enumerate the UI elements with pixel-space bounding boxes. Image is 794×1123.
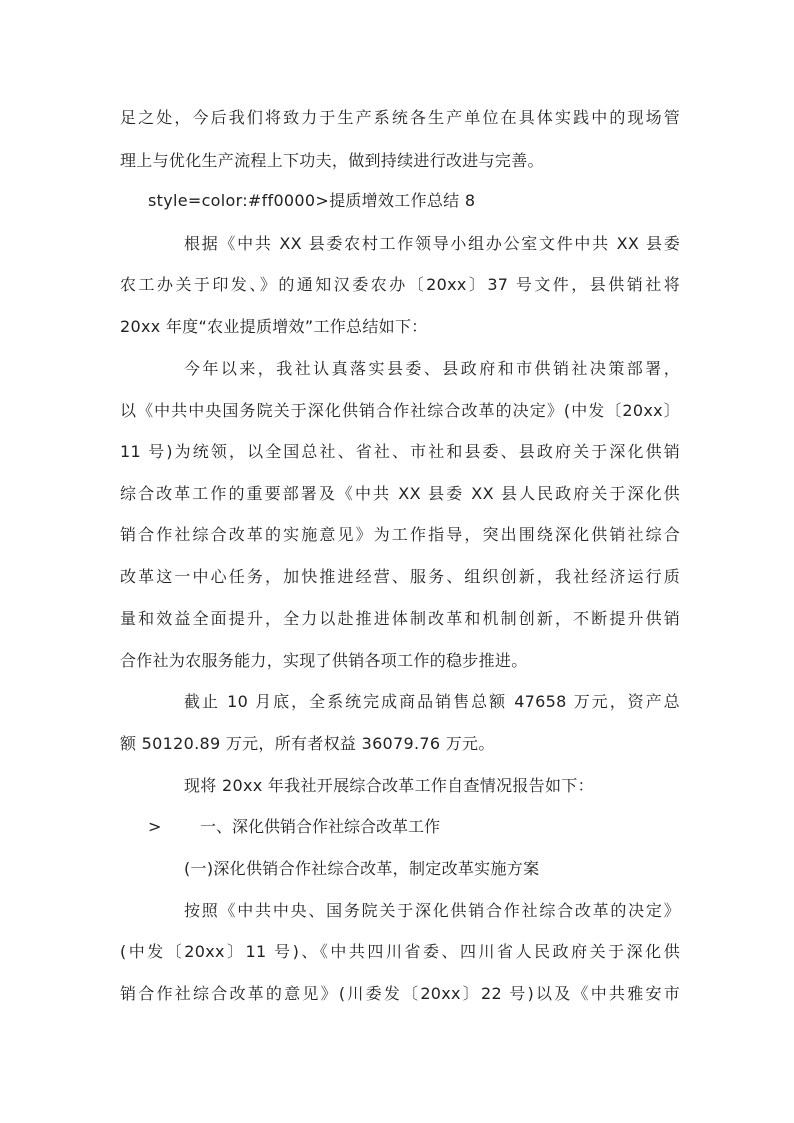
section-title: style=color:#ff0000>提质增效工作总结 8 — [148, 191, 476, 210]
body-line: (中发〔20xx〕11 号)、《中共四川省委、四川省人民政府关于深化供 — [120, 942, 680, 961]
body-line: 以《中共中央国务院关于深化供销合作社综合改革的决定》(中发〔20xx〕 — [120, 401, 680, 420]
body-line: 农工办关于印发、》的通知汉委农办〔20xx〕37 号文件，县供销社将 — [120, 275, 680, 294]
body-line: 额 50120.89 万元，所有者权益 36079.76 万元。 — [120, 734, 495, 753]
body-line: 现将 20xx 年我社开展综合改革工作自查情况报告如下： — [184, 776, 594, 795]
body-line: 截止 10 月底，全系统完成商品销售总额 47658 万元，资产总 — [184, 692, 680, 711]
body-line: 理上与优化生产流程上下功夫，做到持续进行改进与完善。 — [120, 151, 544, 170]
heading-level-2: (一)深化供销合作社综合改革，制定改革实施方案 — [184, 859, 540, 878]
body-line: 合作社为农服务能力，实现了供销各项工作的稳步推进。 — [120, 651, 528, 670]
body-line: 销合作社综合改革的实施意见》为工作指导，突出围绕深化供销社综合 — [120, 525, 680, 544]
body-line: 今年以来，我社认真落实县委、县政府和市供销社决策部署， — [184, 359, 680, 378]
list-marker: > — [148, 817, 162, 836]
body-line: 量和效益全面提升，全力以赴推进体制改革和机制创新，不断提升供销 — [120, 609, 680, 628]
body-line: 按照《中共中央、国务院关于深化供销合作社综合改革的决定》 — [184, 901, 680, 920]
body-line: 销合作社综合改革的意见》(川委发〔20xx〕22 号)以及《中共雅安市 — [120, 984, 680, 1003]
heading-level-1: 一、深化供销合作社综合改革工作 — [200, 817, 441, 836]
body-line: 改革这一中心任务，加快推进经营、服务、组织创新，我社经济运行质 — [120, 567, 680, 586]
body-line: 11 号)为统领，以全国总社、省社、市社和县委、县政府关于深化供销 — [120, 442, 680, 461]
body-line: 综合改革工作的重要部署及《中共 XX 县委 XX 县人民政府关于深化供 — [120, 484, 680, 503]
body-line: 20xx 年度“农业提质增效”工作总结如下： — [120, 317, 428, 336]
body-line: 根据《中共 XX 县委农村工作领导小组办公室文件中共 XX 县委 — [184, 234, 680, 253]
body-line: 足之处，今后我们将致力于生产系统各生产单位在具体实践中的现场管 — [120, 108, 680, 127]
